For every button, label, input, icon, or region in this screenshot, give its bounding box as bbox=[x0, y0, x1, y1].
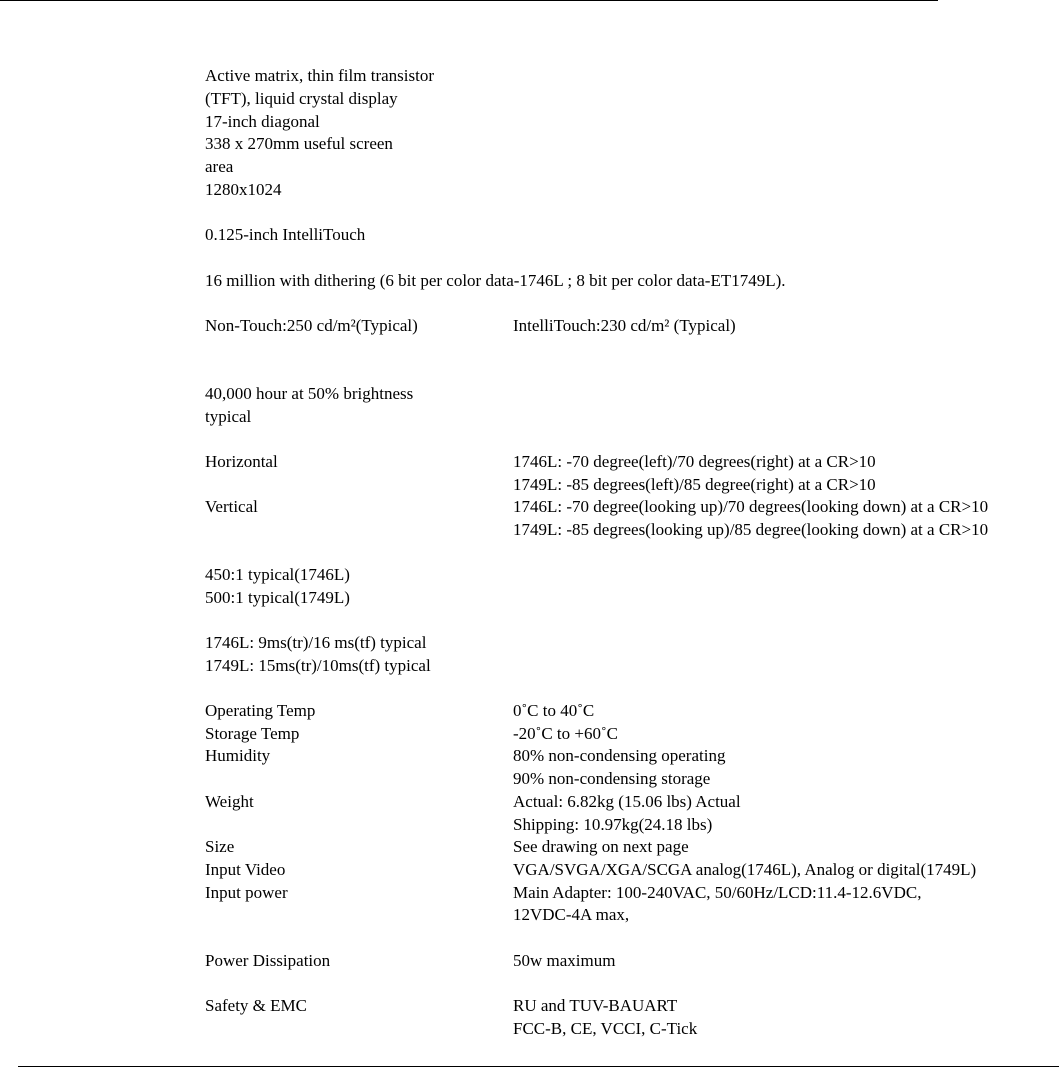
display-size-line: 17-inch diagonal bbox=[205, 112, 320, 131]
weight-value-actual: Actual: 6.82kg (15.06 lbs) Actual bbox=[513, 792, 741, 811]
safety-value-line1: RU and TUV-BAUART bbox=[513, 996, 678, 1015]
horizontal-1749-value: 1749L: -85 degrees(left)/85 degree(right) at a CR>10 bbox=[513, 475, 876, 494]
size-label: Size bbox=[205, 837, 235, 856]
horizontal-1746-value: 1746L: -70 degree(left)/70 degrees(right) at a CR>10 bbox=[513, 452, 876, 471]
backlight-line2: typical bbox=[205, 407, 252, 426]
horizontal-label: Horizontal bbox=[205, 452, 278, 471]
humidity-label: Humidity bbox=[205, 746, 271, 765]
operating-temp-value: 0˚C to 40˚C bbox=[513, 701, 595, 720]
vertical-1746-value: 1746L: -70 degree(looking up)/70 degrees(looking down) at a CR>10 bbox=[513, 497, 989, 516]
input-power-value-line1: Main Adapter: 100-240VAC, 50/60Hz/LCD:11.4-12.6VDC, bbox=[513, 883, 922, 902]
input-power-value-line2: 12VDC-4A max, bbox=[513, 905, 630, 924]
operating-temp-label: Operating Temp bbox=[205, 701, 316, 720]
humidity-value-storage: 90% non-condensing storage bbox=[513, 769, 711, 788]
contrast-line1: 450:1 typical(1746L) bbox=[205, 565, 350, 584]
input-video-value: VGA/SVGA/XGA/SCGA analog(1746L), Analog or digital(1749L) bbox=[513, 860, 977, 879]
weight-label: Weight bbox=[205, 792, 254, 811]
size-value: See drawing on next page bbox=[513, 837, 689, 856]
power-dissipation-label: Power Dissipation bbox=[205, 951, 331, 970]
storage-temp-label: Storage Temp bbox=[205, 724, 300, 743]
safety-value-line2: FCC-B, CE, VCCI, C-Tick bbox=[513, 1019, 698, 1038]
power-dissipation-value: 50w maximum bbox=[513, 951, 616, 970]
top-rule bbox=[0, 0, 938, 1]
touch-line: 0.125-inch IntelliTouch bbox=[205, 225, 366, 244]
contrast-line2: 500:1 typical(1749L) bbox=[205, 588, 350, 607]
screen-area-line: 338 x 270mm useful screen bbox=[205, 134, 393, 153]
screen-area-line2: area bbox=[205, 157, 234, 176]
response-line1: 1746L: 9ms(tr)/16 ms(tf) typical bbox=[205, 633, 427, 652]
safety-label: Safety & EMC bbox=[205, 996, 307, 1015]
backlight-line1: 40,000 hour at 50% brightness bbox=[205, 384, 414, 403]
brightness-non-touch: Non-Touch:250 cd/m²(Typical) bbox=[205, 316, 418, 335]
humidity-value-operating: 80% non-condensing operating bbox=[513, 746, 726, 765]
resolution-line: 1280x1024 bbox=[205, 180, 282, 199]
vertical-label: Vertical bbox=[205, 497, 258, 516]
colors-line: 16 million with dithering (6 bit per color data-1746L ; 8 bit per color data-ET1749L). bbox=[205, 271, 786, 290]
input-video-label: Input Video bbox=[205, 860, 286, 879]
vertical-1749-value: 1749L: -85 degrees(looking up)/85 degree(looking down) at a CR>10 bbox=[513, 520, 989, 539]
brightness-intellitouch: IntelliTouch:230 cd/m² (Typical) bbox=[513, 316, 736, 335]
input-power-label: Input power bbox=[205, 883, 288, 902]
display-type-line2: (TFT), liquid crystal display bbox=[205, 89, 398, 108]
response-line2: 1749L: 15ms(tr)/10ms(tf) typical bbox=[205, 656, 431, 675]
storage-temp-value: -20˚C to +60˚C bbox=[513, 724, 618, 743]
display-type-line1: Active matrix, thin film transistor bbox=[205, 66, 434, 85]
weight-value-shipping: Shipping: 10.97kg(24.18 lbs) bbox=[513, 815, 713, 834]
